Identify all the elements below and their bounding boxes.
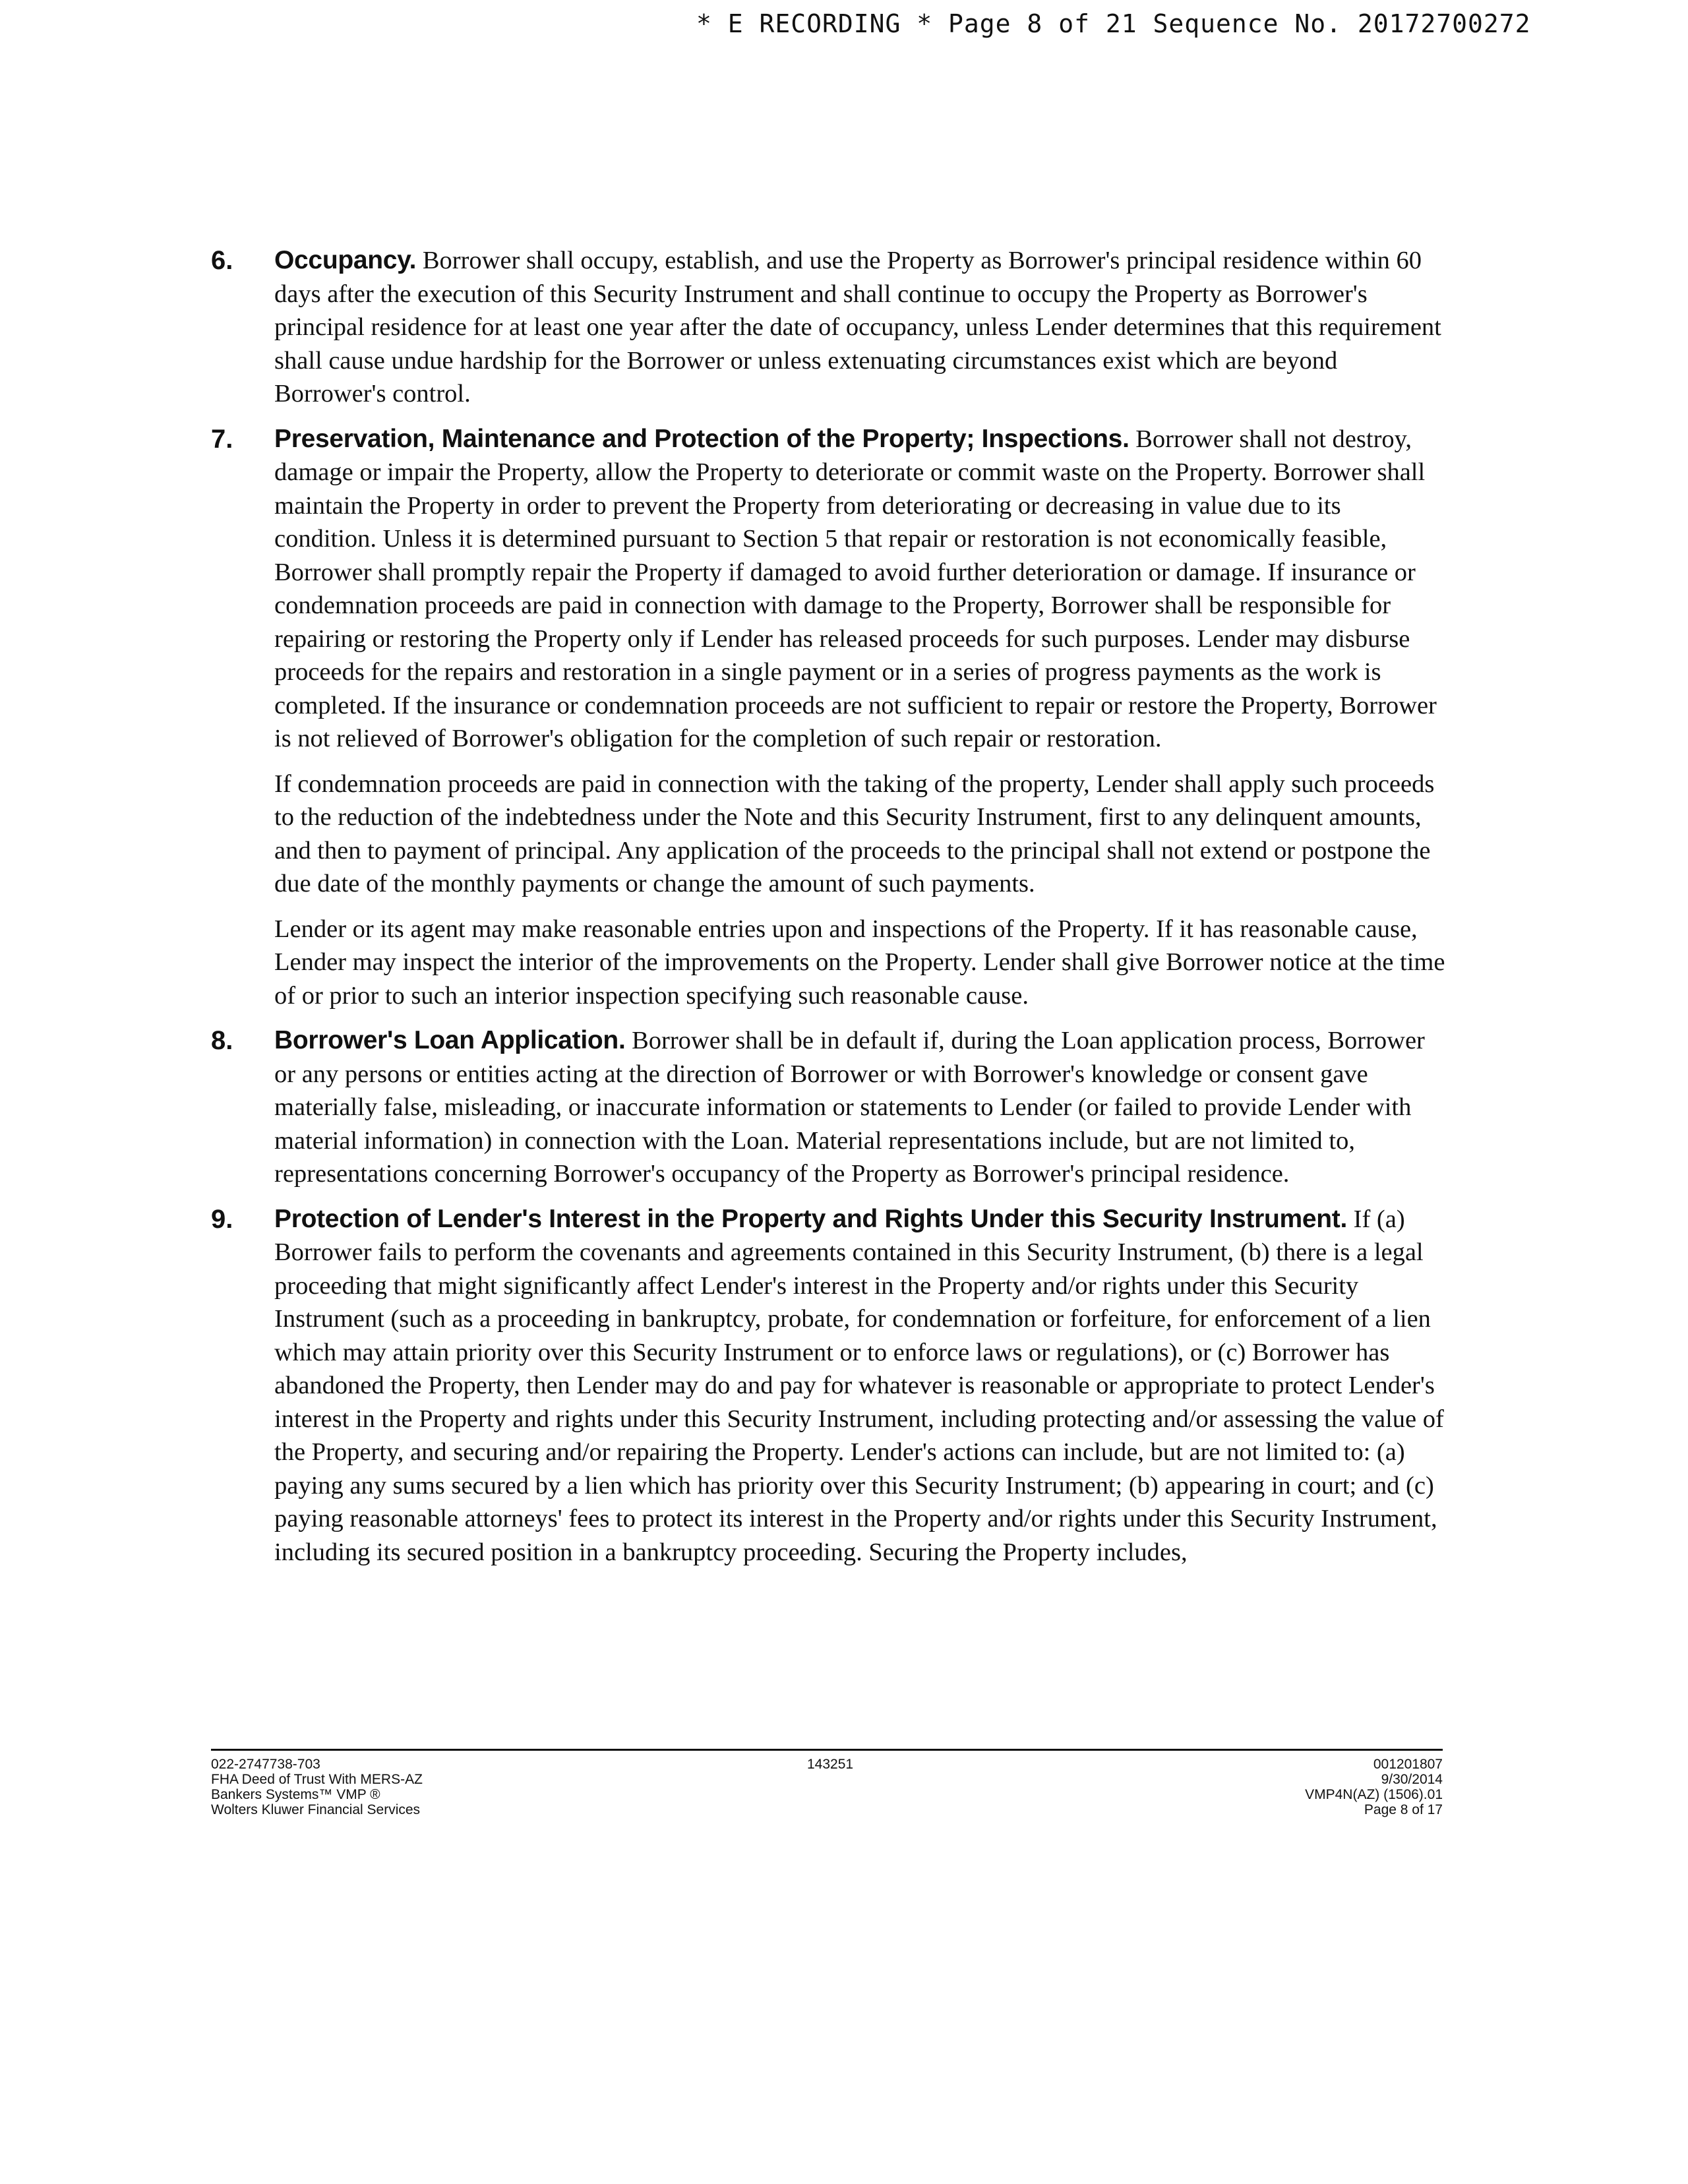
section-heading: Preservation, Maintenance and Protection of the Property; Inspections. bbox=[274, 424, 1130, 453]
footer-center bbox=[807, 1757, 853, 1772]
footer-left bbox=[211, 1757, 423, 1817]
center-code: 143251 bbox=[807, 1757, 854, 1772]
publisher-name: Wolters Kluwer Financial Services bbox=[211, 1802, 421, 1817]
section-paragraph bbox=[274, 244, 1448, 411]
section-paragraph bbox=[274, 423, 1448, 756]
section-heading: Borrower's Loan Application. bbox=[274, 1026, 626, 1054]
footer-divider bbox=[211, 1749, 1443, 1751]
form-date: 9/30/2014 bbox=[1381, 1772, 1443, 1787]
doc-number: 001201807 bbox=[1373, 1757, 1443, 1772]
form-name: FHA Deed of Trust With MERS-AZ bbox=[211, 1772, 423, 1787]
section-number: 6. bbox=[211, 246, 233, 275]
section-8 bbox=[0, 1024, 1688, 1191]
recording-stamp: * E RECORDING * Page 8 of 21 Sequence No. 20172700272 bbox=[696, 9, 1531, 38]
section-number: 7. bbox=[211, 424, 233, 454]
section-number: 8. bbox=[211, 1026, 233, 1055]
footer-right bbox=[1305, 1757, 1443, 1817]
loan-number: 022-2747738-703 bbox=[211, 1757, 320, 1772]
section-number: 9. bbox=[211, 1204, 233, 1234]
section-6 bbox=[0, 244, 1688, 411]
section-paragraph bbox=[274, 1203, 1448, 1569]
section-heading: Protection of Lender's Interest in the Property and Rights Under this Security Instrument. bbox=[274, 1204, 1348, 1233]
form-code: VMP4N(AZ) (1506).01 bbox=[1305, 1787, 1443, 1802]
section-text: Borrower shall be in default if, during the Loan application process, Borrower or any persons or entities acting at the direction of Borrower or with Borrower's knowledge or consent gave materially false, misleading, or inaccurate information or statements to Lender (or failed to provide Lender with material information) in connection with the Loan. Material representations include, but are not limited to, representations concerning Borrower's occupancy of the Property as Borrower's principal residence. bbox=[274, 1027, 1425, 1188]
section-text: Borrower shall occupy, establish, and use the Property as Borrower's principal residence within 60 days after the execution of this Security Instrument and shall continue to occupy the Property as Borrower's principal residence for at least one year after the date of occupancy, unless Lender determines that this requirement shall cause undue hardship for the Borrower or unless extenuating circumstances exist which are beyond Borrower's control. bbox=[274, 247, 1441, 408]
section-paragraph: If condemnation proceeds are paid in connection with the taking of the property, Lender shall apply such proceeds to the reduction of the indebtedness under the Note and this Security Instrument, first to any delinquent amounts, and then to payment of principal. Any application of the proceeds to the principal shall not extend or postpone the due date of the monthly payments or change the amount of such payments. bbox=[274, 770, 1435, 897]
section-paragraph: Lender or its agent may make reasonable entries upon and inspections of the Property. If it has reasonable cause, Lender may inspect the interior of the improvements on the Property. Lender shall give Borrower notice at the time of or prior to such an interior inspection specifying such reasonable cause. bbox=[274, 915, 1445, 1010]
section-text: Borrower shall not destroy, damage or impair the Property, allow the Property to deteriorate or commit waste on the Property. Borrower shall maintain the Property in order to prevent the Property from deteriorating or decreasing in value due to its condition. Unless it is determined pursuant to Section 5 that repair or restoration is not economically feasible, Borrower shall promptly repair the Property if damaged to avoid further deterioration or damage. If insurance or condemnation proceeds are paid in connection with damage to the Property, Borrower shall be responsible for repairing or restoring the Property only if Lender has released proceeds for such purposes. Lender may disburse proceeds for the repairs and restoration in a single payment or in a series of progress payments as the work is completed. If the insurance or condemnation proceeds are not sufficient to repair or restore the Property, Borrower is not relieved of Borrower's obligation for the completion of such repair or restoration. bbox=[274, 425, 1437, 752]
vendor-name: Bankers Systems™ VMP ® bbox=[211, 1787, 380, 1802]
section-9 bbox=[0, 1203, 1688, 1569]
section-text: If (a) Borrower fails to perform the covenants and agreements contained in this Security Instrument, (b) there is a legal proceeding that might significantly affect Lender's interest in the Property and/or rights under this Security Instrument (such as a proceeding in bankruptcy, probate, for condemnation or forfeiture, for enforcement of a lien which may attain priority over this Security Instrument or to enforce laws or regulations), or (c) Borrower has abandoned the Property, then Lender may do and pay for whatever is reasonable or appropriate to protect Lender's interest in the Property and rights under this Security Instrument, including protecting and/or assessing the value of the Property, and securing and/or repairing the Property. Lender's actions can include, but are not limited to: (a) paying any sums secured by a lien which has priority over this Security Instrument; (b) appearing in court; and (c) paying reasonable attorneys' fees to protect its interest in the Property and/or rights under this Security Instrument, including its secured position in a bankruptcy proceeding. Securing the Property includes, bbox=[274, 1205, 1444, 1566]
page-footer bbox=[211, 1757, 1443, 1829]
page-number: Page 8 of 17 bbox=[1364, 1802, 1443, 1817]
section-heading: Occupancy. bbox=[274, 246, 417, 274]
section-7 bbox=[0, 423, 1688, 1013]
document-body bbox=[0, 244, 1688, 1569]
section-paragraph bbox=[274, 1024, 1448, 1191]
